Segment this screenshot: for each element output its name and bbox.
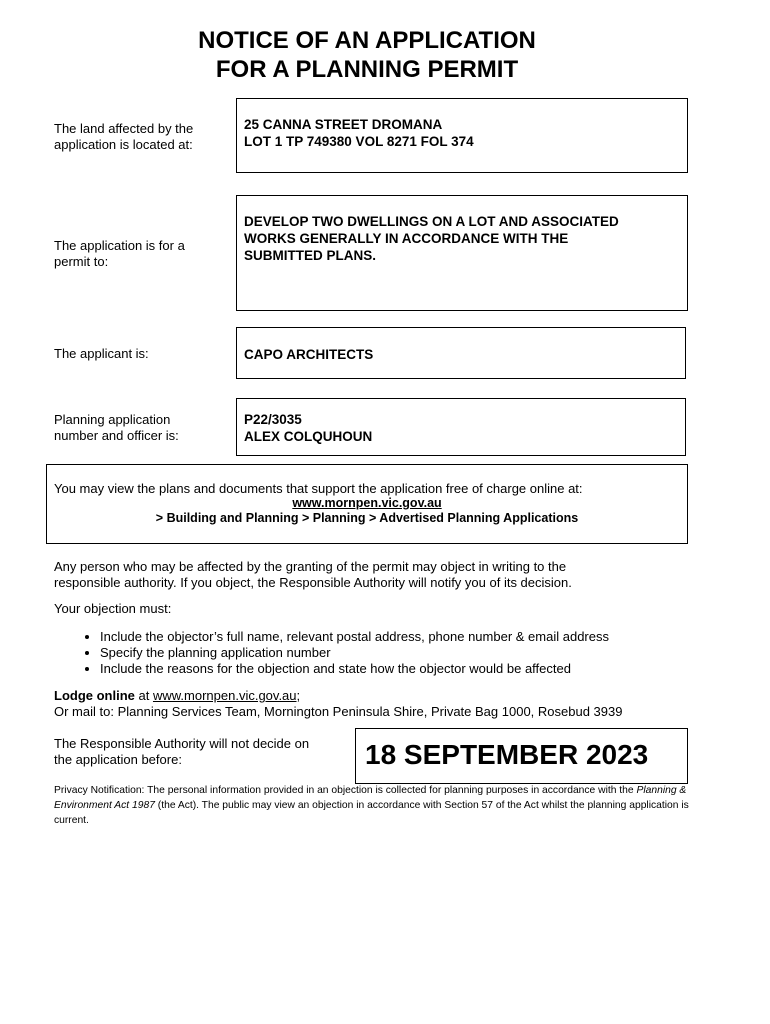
requirement-item: • Specify the planning application number	[100, 645, 609, 661]
title-line-2: FOR A PLANNING PERMIT	[215, 56, 519, 83]
lodge-online-link[interactable]: www.mornpen.vic.gov.au	[152, 688, 297, 703]
mornpen-website-link[interactable]: www.mornpen.vic.gov.au	[292, 496, 442, 510]
decision-date: 18 SEPTEMBER 2023	[365, 739, 649, 770]
land-value: 25 CANNA STREET DROMANA LOT 1 TP 749380 VOL 8271 FOL 374	[244, 117, 474, 149]
application-number-value	[244, 411, 372, 445]
notice-title	[0, 26, 734, 84]
planning-officer: ALEX COLQUHOUN	[244, 429, 373, 444]
privacy-notification: Privacy Notification: The personal information provided in an objection is collected for planning purposes in accordance with the Planning & Environment Act 1987 (the Act). The public may view an objection in accordance with Section 57 of the Act whilst the planning application is current.	[54, 785, 689, 826]
applicant-label: The applicant is:	[54, 346, 149, 361]
online-view-path: > Building and Planning > Planning > Advertised Planning Applications	[155, 511, 579, 525]
land-label: The land affected by the application is located at:	[54, 121, 194, 152]
applicant-value: CAPO ARCHITECTS	[244, 347, 374, 362]
application-number: P22/3035	[244, 412, 302, 427]
application-number-label: Planning application number and officer is:	[54, 412, 179, 443]
requirement-item: • Include the reasons for the objection and state how the objector would be affected	[100, 661, 609, 677]
objection-requirements	[54, 629, 609, 677]
online-view-text: You may view the plans and documents that support the application free of charge online at:	[54, 481, 583, 496]
online-view-link-area	[46, 496, 770, 526]
requirement-item: • Include the objector’s full name, relevant postal address, phone number & email address	[100, 629, 609, 645]
objection-must: Your objection must:	[54, 601, 172, 616]
decision-label: The Responsible Authority will not decide on the application before:	[54, 736, 310, 767]
objection-intro: Any person who may be affected by the granting of the permit may object in writing to the responsible authority. If you object, the Responsible Authority will notify you of its decision.	[54, 559, 572, 590]
title-line-1: NOTICE OF AN APPLICATION	[198, 27, 536, 54]
mail-address: Or mail to: Planning Services Team, Mornington Peninsula Shire, Private Bag 1000, Rosebud 3939	[54, 704, 623, 719]
lodge-online: Lodge online at www.mornpen.vic.gov.au;	[54, 688, 301, 703]
act-name: Planning & Environment Act 1987	[54, 785, 687, 811]
permit-value: DEVELOP TWO DWELLINGS ON A LOT AND ASSOCIATED WORKS GENERALLY IN ACCORDANCE WITH THE SUBMITTED PLANS.	[244, 214, 619, 263]
permit-label: The application is for a permit to:	[54, 238, 185, 269]
